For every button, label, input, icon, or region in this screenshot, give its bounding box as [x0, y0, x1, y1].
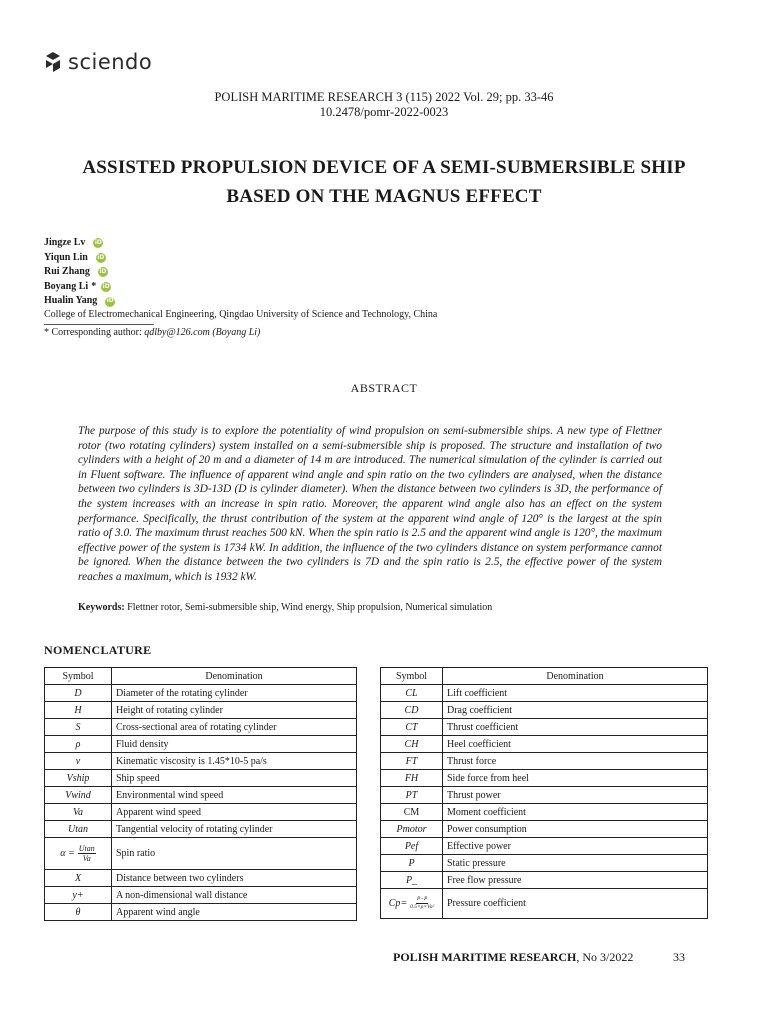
table-header-row [381, 668, 708, 685]
symbol-cell: Vship [45, 770, 112, 787]
page-number: 33 [673, 950, 685, 964]
orcid-icon[interactable]: iD [105, 297, 115, 307]
sciendo-s-logo-icon [44, 51, 62, 73]
table-row [45, 719, 357, 736]
symbol-cell: θ [45, 904, 112, 921]
brand-name: sciendo [68, 50, 153, 74]
table-row [381, 787, 708, 804]
table-row [381, 821, 708, 838]
author-item [44, 280, 115, 295]
table-row [45, 887, 357, 904]
denomination-cell: Lift coefficient [443, 685, 708, 702]
author-item [44, 236, 115, 251]
symbol-cell: H [45, 702, 112, 719]
spin-ratio-formula-cell [45, 838, 112, 870]
nomenclature-table-right [380, 667, 708, 919]
denomination-cell: Effective power [443, 838, 708, 855]
sciendo-logo[interactable] [44, 50, 152, 74]
denomination-cell: Fluid density [112, 736, 357, 753]
table-row [45, 821, 357, 838]
formula-fraction [410, 896, 434, 911]
journal-citation: POLISH MARITIME RESEARCH 3 (115) 2022 Vol. 29; pp. 33-46 [214, 90, 554, 104]
table-row [45, 736, 357, 753]
table-row [45, 804, 357, 821]
symbol-cell: D [45, 685, 112, 702]
denomination-cell: Free flow pressure [443, 872, 708, 889]
denomination-cell: Height of rotating cylinder [112, 702, 357, 719]
denomination-header: Denomination [112, 668, 357, 685]
denomination-cell: Moment coefficient [443, 804, 708, 821]
denomination-cell: Pressure coefficient [443, 889, 708, 919]
author-item [44, 294, 115, 309]
denomination-cell: Thrust power [443, 787, 708, 804]
denomination-cell: Apparent wind speed [112, 804, 357, 821]
symbol-cell: S [45, 719, 112, 736]
symbol-cell: CH [381, 736, 443, 753]
orcid-icon[interactable]: iD [101, 282, 111, 292]
journal-doi[interactable]: 10.2478/pomr-2022-0023 [319, 105, 449, 119]
affiliation: College of Electromechanical Engineering, Qingdao University of Science and Technology, China [44, 309, 438, 320]
denomination-cell: Apparent wind angle [112, 904, 357, 921]
keywords [78, 602, 492, 613]
denomination-cell: Heel coefficient [443, 736, 708, 753]
table-row [381, 872, 708, 889]
corresponding-label: * Corresponding author: [44, 327, 145, 338]
denomination-cell: Diameter of the rotating cylinder [112, 685, 357, 702]
spin-ratio-formula [60, 844, 96, 863]
symbol-cell: CM [381, 804, 443, 821]
table-row [45, 787, 357, 804]
denomination-cell: Thrust coefficient [443, 719, 708, 736]
table-row [381, 702, 708, 719]
footer-journal: POLISH MARITIME RESEARCH [393, 950, 577, 964]
author-name: Rui Zhang [44, 266, 90, 278]
formula-numerator: P−P [416, 896, 428, 902]
page-footer [393, 950, 633, 965]
corresponding-email[interactable]: qdlby@126.com (Boyang Li) [144, 327, 261, 338]
author-item [44, 251, 115, 266]
denomination-cell: Ship speed [112, 770, 357, 787]
symbol-cell: Va [45, 804, 112, 821]
table-row [381, 736, 708, 753]
symbol-cell: FT [381, 753, 443, 770]
denomination-cell: Cross-sectional area of rotating cylinder [112, 719, 357, 736]
symbol-cell: Pmotor [381, 821, 443, 838]
keywords-label: Keywords: [78, 602, 125, 613]
footnote-divider [44, 324, 154, 325]
symbol-cell: CD [381, 702, 443, 719]
table-row [381, 753, 708, 770]
table-row [45, 702, 357, 719]
symbol-cell: X [45, 870, 112, 887]
symbol-cell: ρ [45, 736, 112, 753]
pressure-coefficient-formula-cell [381, 889, 443, 919]
author-name: Jingze Lv [44, 237, 86, 248]
title-line-2: BASED ON THE MAGNUS EFFECT [226, 186, 542, 207]
symbol-cell: ν [45, 753, 112, 770]
symbol-cell: Utan [45, 821, 112, 838]
title-line-1: ASSISTED PROPULSION DEVICE OF A SEMI-SUBMERSIBLE SHIP [82, 157, 686, 178]
formula-numerator: Utan [78, 844, 95, 853]
formula-denominator: 0.5×ρ×Va² [410, 904, 435, 910]
symbol-cell: CL [381, 685, 443, 702]
denomination-cell: Thrust force [443, 753, 708, 770]
symbol-cell: Vwind [45, 787, 112, 804]
table-row [45, 753, 357, 770]
symbol-header: Symbol [381, 668, 443, 685]
symbol-cell: P_ [381, 872, 443, 889]
author-name: Hualin Yang [44, 295, 98, 307]
table-header-row [45, 668, 357, 685]
denomination-cell: Tangential velocity of rotating cylinder [112, 821, 357, 838]
orcid-icon[interactable]: iD [96, 253, 106, 263]
pressure-coefficient-formula [389, 896, 435, 911]
paper-title [40, 153, 728, 211]
table-row [45, 870, 357, 887]
table-row [381, 719, 708, 736]
denomination-cell: Static pressure [443, 855, 708, 872]
denomination-cell: Spin ratio [112, 838, 357, 870]
corresponding-author [44, 327, 260, 338]
table-row [381, 804, 708, 821]
denomination-cell: Drag coefficient [443, 702, 708, 719]
symbol-cell: PT [381, 787, 443, 804]
orcid-icon[interactable]: iD [98, 267, 108, 277]
table-row [381, 855, 708, 872]
nomenclature-table-left [44, 667, 357, 921]
denomination-cell: Kinematic viscosity is 1.45*10-5 pa/s [112, 753, 357, 770]
formula-lhs: α = [60, 848, 75, 859]
denomination-cell: A non-dimensional wall distance [112, 887, 357, 904]
table-row [381, 889, 708, 919]
denomination-cell: Environmental wind speed [112, 787, 357, 804]
author-name: Yiqun Lin [44, 251, 88, 263]
author-mark: * [91, 280, 97, 292]
author-list [44, 236, 115, 309]
symbol-header: Symbol [45, 668, 112, 685]
symbol-cell: Pef [381, 838, 443, 855]
symbol-cell: P [381, 855, 443, 872]
table-row [381, 770, 708, 787]
formula-denominator: Va [82, 854, 91, 863]
symbol-cell: CT [381, 719, 443, 736]
orcid-icon[interactable]: iD [93, 238, 103, 248]
nomenclature-heading: NOMENCLATURE [44, 643, 152, 657]
denomination-cell: Power consumption [443, 821, 708, 838]
footer-issue: , No 3/2022 [576, 950, 634, 964]
table-row [381, 685, 708, 702]
symbol-cell: y+ [45, 887, 112, 904]
author-name: Boyang Li [44, 280, 89, 292]
denomination-cell: Distance between two cylinders [112, 870, 357, 887]
formula-fraction [78, 844, 96, 863]
keywords-text: Flettner rotor, Semi-submersible ship, Wind energy, Ship propulsion, Numerical simulation [124, 602, 493, 613]
table-row [45, 770, 357, 787]
abstract-text: The purpose of this study is to explore the potentiality of wind propulsion on semi-submersible ships. A new type of Flettner rotor (two rotating cylinders) system installed on a semi-submersible ship is proposed. The structure and installation of two cylinders with a height of 20 m and a diameter of 14 m are introduced. The numerical simulation of the cylinder is carried out in Fluent software. The influence of apparent wind angle and spin ratio on the two cylinders are analysed, when the distance between two cylinders is 3D-13D (D is cylinder diameter). When the distance between two cylinders is 3D, the performance of the system increases with an increase in spin ratio. Moreover, the apparent wind angle also has an effect on the system performance. Specifically, the thrust contribution of the system at the apparent wind angle of 120° is the largest at the spin ratio of 3.0. The maximum thrust reaches 500 kN. When the spin ratio is 2.5 and the apparent wind angle is 120°, the maximum effective power of the system is 1734 kW. In addition, the influence of the two cylinders distance on system performance cannot be ignored. When the distance between the two cylinders is 7D and the spin ratio is 2.5, the effective power of the system reaches a maximum, which is 1932 kW. [78, 425, 662, 583]
table-row [45, 685, 357, 702]
table-row [45, 904, 357, 921]
denomination-cell: Side force from heel [443, 770, 708, 787]
author-item [44, 265, 115, 280]
table-row [381, 838, 708, 855]
symbol-cell: FH [381, 770, 443, 787]
abstract-heading: ABSTRACT [350, 381, 418, 395]
formula-lhs: Cp= [388, 898, 408, 909]
denomination-header: Denomination [443, 668, 708, 685]
table-row [45, 838, 357, 870]
